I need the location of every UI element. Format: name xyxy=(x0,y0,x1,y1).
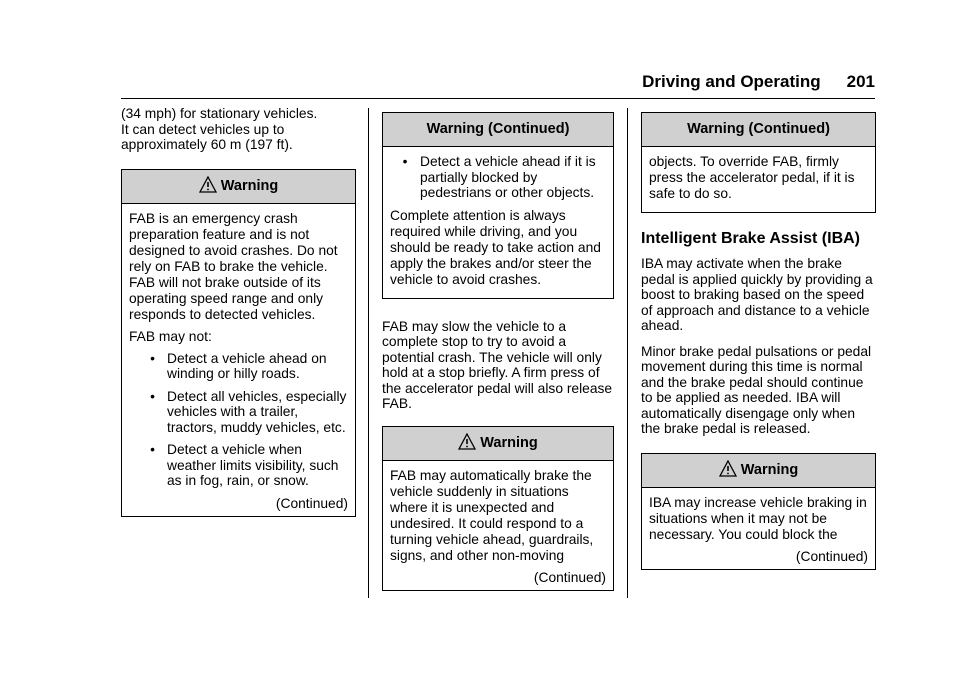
warning-box xyxy=(382,426,614,591)
column-2 xyxy=(382,112,614,605)
section-heading: Intelligent Brake Assist (IBA) xyxy=(641,230,861,247)
page-number: 201 xyxy=(846,72,875,91)
warning-text: Complete attention is always required while driving, and you should be ready to take action and apply the brakes and/or steer the vehicle to avoid crashes. xyxy=(390,207,601,287)
warning-header xyxy=(122,170,355,204)
bullet-item: • Detect a vehicle ahead on winding or hilly roads. xyxy=(150,350,327,381)
warning-triangle-icon xyxy=(199,176,217,193)
warning-text: FAB may automatically brake the vehicle suddenly in situations where it is unexpected and undesired. It could respond to a turning vehicle ahead, guardrails, signs, and other non-moving xyxy=(390,467,594,563)
body-text: Minor brake pedal pulsations or pedal movement during this time is normal and the brake pedal should continue to be applied as needed. IBA will automatically disengage only when the brake pedal is released. xyxy=(641,343,872,436)
header-rule xyxy=(121,98,875,99)
column-3 xyxy=(641,112,876,584)
bullet-item: • Detect all vehicles, especially vehicles with a trailer, tractors, muddy vehicles, etc. xyxy=(150,388,347,435)
warning-box xyxy=(641,453,876,570)
warning-lead: FAB may not: xyxy=(129,328,212,344)
warning-header xyxy=(642,454,875,488)
column-1 xyxy=(121,106,356,531)
warning-triangle-icon xyxy=(458,433,476,450)
warning-title: Warning xyxy=(220,177,279,194)
section-title-header: Driving and Operating xyxy=(642,72,821,91)
warning-continued-box xyxy=(382,112,614,299)
continued-label: (Continued) xyxy=(533,569,606,585)
intro-text: (34 mph) for stationary vehicles. It can detect vehicles up to approximately 60 m (197 ft). xyxy=(121,106,318,152)
warning-triangle-icon xyxy=(719,460,737,477)
warning-text: objects. To override FAB, firmly press the accelerator pedal, if it is safe to do so. xyxy=(649,154,855,201)
continued-label: (Continued) xyxy=(795,548,868,564)
continued-label: (Continued) xyxy=(275,495,348,511)
warning-text: FAB is an emergency crash preparation feature and is not designed to avoid crashes. Do not rely on FAB to brake the vehicle. FAB will not brake outside of its operating speed range and only responds to detected vehicles. xyxy=(129,210,338,322)
warning-title: Warning xyxy=(740,461,799,478)
warning-header: Warning (Continued) xyxy=(642,113,875,147)
warning-continued-box xyxy=(641,112,876,213)
body-text: FAB may slow the vehicle to a complete stop to try to avoid a potential crash. The vehicle will only hold at a stop briefly. A firm press of the accelerator pedal will also release FAB. xyxy=(382,318,613,411)
column-divider xyxy=(627,108,628,598)
column-divider xyxy=(368,108,369,598)
warning-text: IBA may increase vehicle braking in situations when it may not be necessary. You could block the xyxy=(649,494,867,542)
body-text: IBA may activate when the brake pedal is applied quickly by providing a boost to braking based on the speed of approach and distance to a vehicle ahead. xyxy=(641,256,873,333)
page-header xyxy=(580,72,875,94)
bullet-item: • Detect a vehicle when weather limits visibility, such as in fog, rain, or snow. xyxy=(150,442,339,488)
bullet-item: • Detect a vehicle ahead if it is partially blocked by pedestrians or other objects. xyxy=(402,154,596,200)
warning-box xyxy=(121,169,356,517)
warning-header xyxy=(383,427,613,461)
warning-header: Warning (Continued) xyxy=(383,113,613,147)
warning-title: Warning xyxy=(480,434,538,451)
